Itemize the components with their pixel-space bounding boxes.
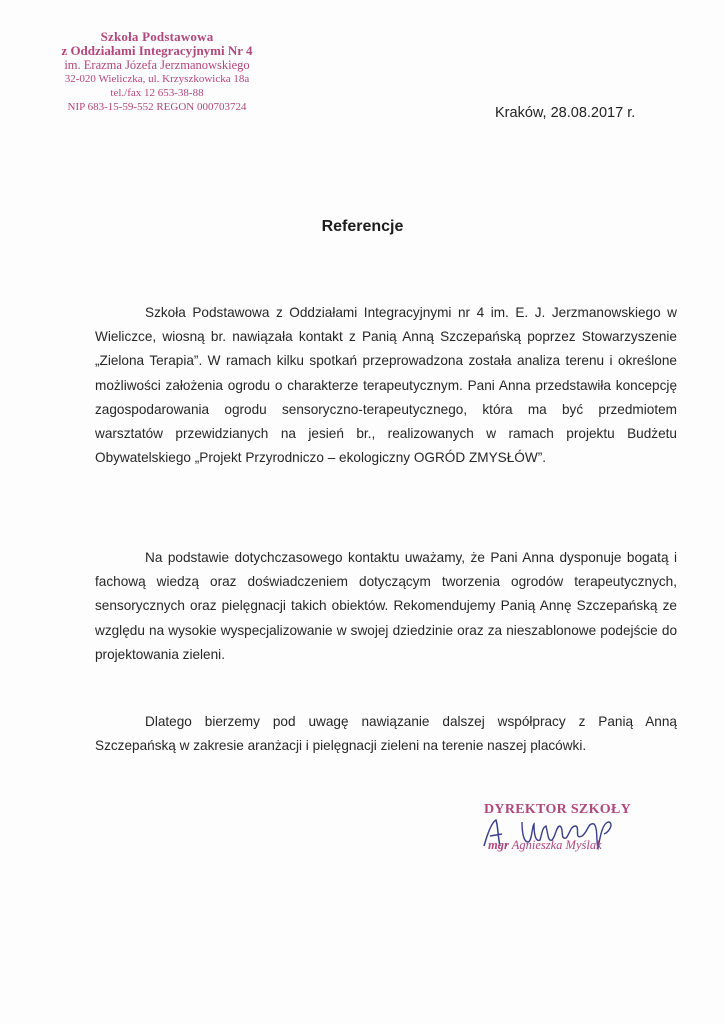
signature-person: Agnieszka Myślak [511,838,602,852]
stamp-line-type: z Oddziałami Integracyjnymi Nr 4 [61,43,253,58]
paragraph-text: Szkoła Podstawowa z Oddziałami Integracyjnymi nr 4 im. E. J. Jerzmanowskiego w Wieliczce, wiosną br. nawiązała kontakt z Panią Anną Szczepańską poprzez Stowarzyszenie „Zielona Terapia”. W ramach kilku spotkań przeprowadzona została analiza terenu i określone możliwości założenia ogrodu o charakterze terapeutycznym. Pani Anna przedstawiła koncepcję zagospodarowania ogrodu sensoryczno-terapeutycznego, która ma być przedmiotem warsztatów przewidzianych na jesień br., realizowanych w ramach projektu Budżetu Obywatelskiego „Projekt Przyrodniczo – ekologiczny OGRÓD ZMYSŁÓW”. [95,305,677,466]
stamp-line-phone: tel./fax 12 653-38-88 [110,87,204,99]
paragraph-text: Dlatego bierzemy pod uwagę nawiązanie dalszej współpracy z Panią Anną Szczepańską w zakresie aranżacji i pielęgnacji zieleni na terenie naszej placówki. [95,714,677,754]
paragraph-text: Na podstawie dotychczasowego kontaktu uważamy, że Pani Anna dysponuje bogatą i fachową wiedzą oraz doświadczeniem dotyczącym tworzenia ogrodów terapeutycznych, sensorycznych oraz pielęgnacji takich obiektów. Rekomendujemy Panią Annę Szczepańską ze względu na wysokie wyspecjalizowanie w swojej dziedzinie oraz za nieszablonowe podejście do projektowania zieleni. [95,550,677,662]
document-title: Referencje [321,218,404,235]
signature-name [488,838,602,853]
paragraph-1 [95,301,677,470]
paragraph-3 [95,710,677,758]
stamp-line-patron: im. Erazma Józefa Jerzmanowskiego [64,58,250,72]
stamp-line-school: Szkoła Podstawowa [100,29,214,44]
signature-block [470,800,640,862]
stamp-line-address: 32-020 Wieliczka, ul. Krzyszkowicka 18a [64,73,250,85]
school-stamp [52,30,262,114]
stamp-line-ids: NIP 683-15-59-552 REGON 000703724 [67,101,247,113]
signature-role: DYREKTOR SZKOŁY [484,802,631,817]
paragraph-2 [95,546,677,667]
letter-date: Kraków, 28.08.2017 r. [495,105,636,121]
signature-prefix: mgr [488,838,509,852]
